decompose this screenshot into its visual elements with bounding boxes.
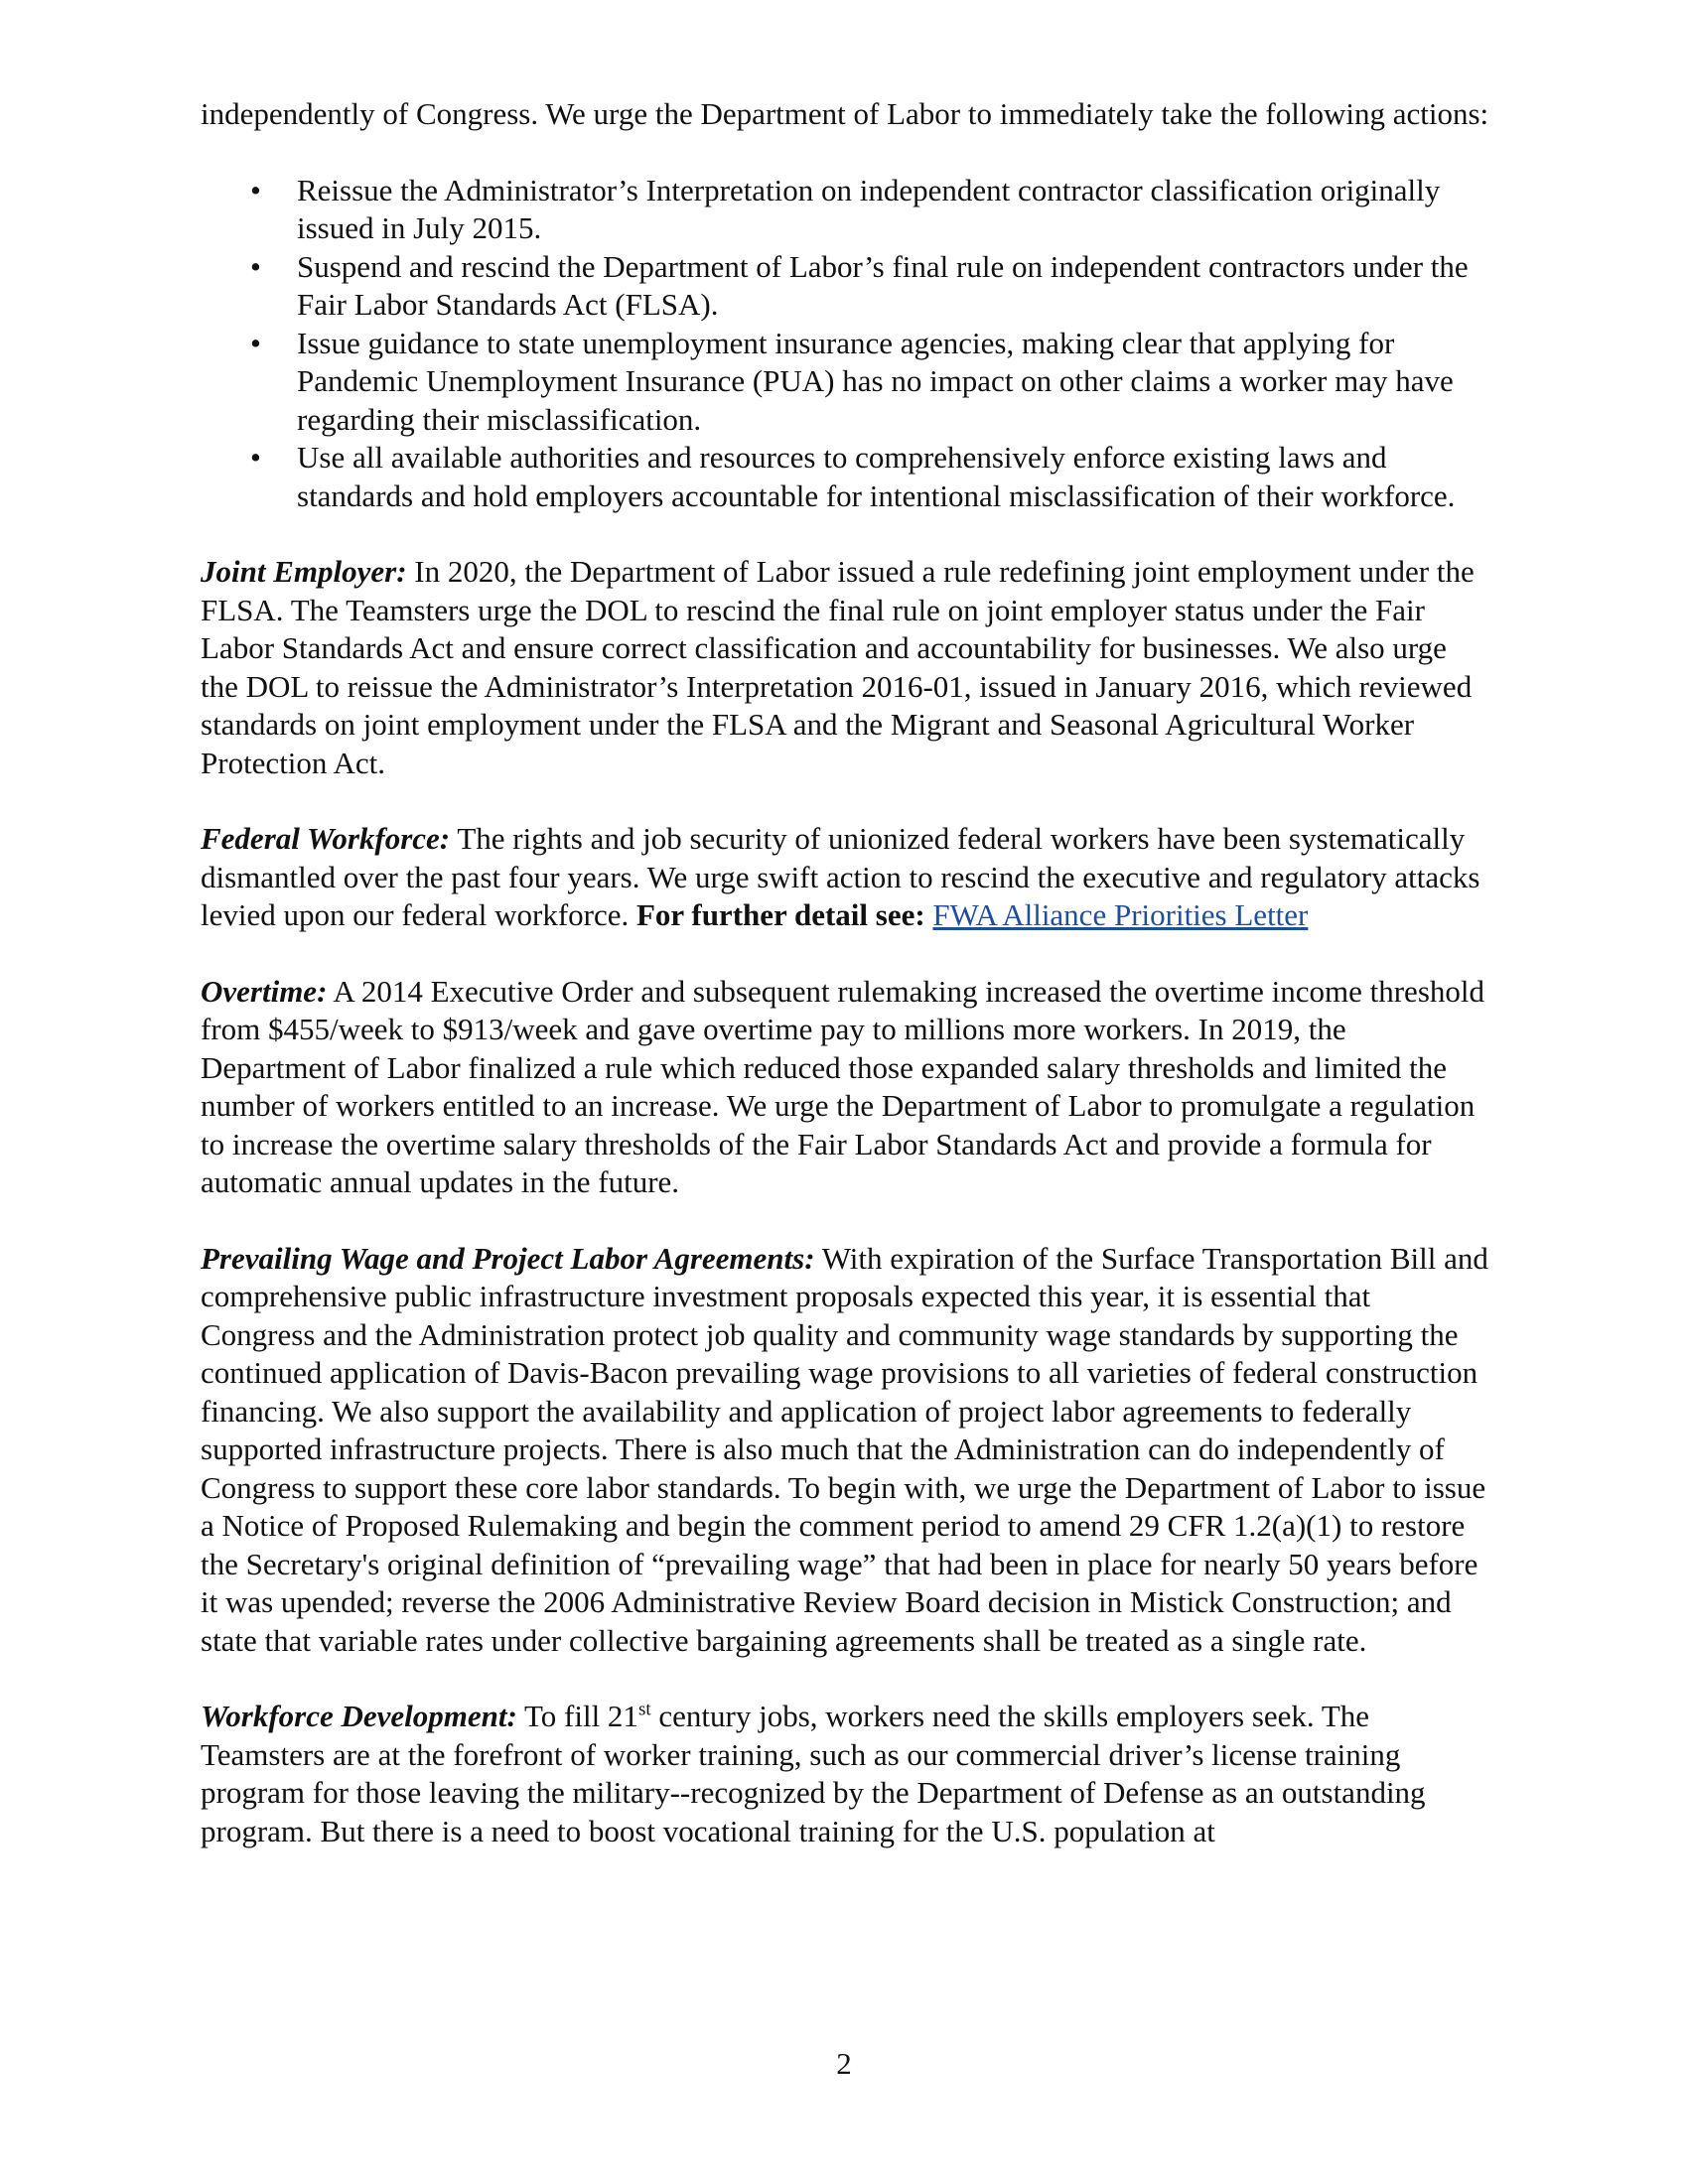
document-page [201,95,1491,1888]
list-item-text: Reissue the Administrator’s Interpretation on independent contractor classification originally issued in July 2015. [297,172,1441,245]
federal-workforce-heading: Federal Workforce: [201,821,451,856]
overtime-section [201,973,1491,1202]
fwa-alliance-priorities-link[interactable]: FWA Alliance Priorities Letter [932,897,1309,932]
joint-employer-text: In 2020, the Department of Labor issued a rule redefining joint employment under the FLSA. The Teamsters urge the DOL to rescind the final rule on joint employer status under the Fair Labor Standards Act and ensure correct classification and accountability for businesses. We also urge the DOL to reissue the Administrator’s Interpretation 2016-01, issued in January 2016, which reviewed standards on joint employment under the FLSA and the Migrant and Seasonal Agricultural Worker Protection Act. [201,554,1475,780]
federal-workforce-text: The rights and job security of unionized federal workers have been systematically dismantled over the past four years. We urge swift action to rescind the executive and regulatory attacks levied upon our federal workforce. [201,821,1480,932]
intro-paragraph: independently of Congress. We urge the Department of Labor to immediately take the following actions: [201,96,1489,131]
workforce-development-text-before: To fill 21 [516,1699,638,1733]
overtime-text: A 2014 Executive Order and subsequent rulemaking increased the overtime income threshold from $455/week to $913/week and gave overtime pay to millions more workers. In 2019, the Department of Labor finalized a rule which reduced those expanded salary thresholds and limited the number of workers entitled to an increase. We urge the Department of Labor to promulgate a regulation to increase the overtime salary thresholds of the Fair Labor Standards Act and provide a formula for automatic annual updates in the future. [201,973,1484,1199]
workforce-development-section [201,1698,1491,1850]
list-item [201,172,1491,248]
list-item [201,248,1491,325]
list-item-text: Issue guidance to state unemployment insurance agencies, making clear that applying for Pandemic Unemployment Insurance (PUA) has no impact on other claims a worker may have regarding their misclassification. [297,325,1454,437]
list-item [201,325,1491,440]
bullet-icon: • [250,248,261,284]
joint-employer-section [201,553,1491,782]
ordinal-superscript: st [637,1699,651,1720]
prevailing-wage-section [201,1240,1491,1661]
list-item-text: Use all available authorities and resources to comprehensively enforce existing laws and standards and hold employers accountable for intentional misclassification of their workforce. [297,440,1456,513]
overtime-heading: Overtime: [201,973,328,1009]
further-detail-label: For further detail see: [635,897,925,932]
bullet-icon: • [250,325,261,360]
action-list [201,172,1491,516]
bullet-icon: • [250,440,261,475]
list-item-text: Suspend and rescind the Department of Labor’s final rule on independent contractors under the Fair Labor Standards Act (FLSA). [297,248,1469,322]
workforce-development-text-after: century jobs, workers need the skills employers seek. The Teamsters are at the forefront of worker training, such as our commercial driver’s license training program for those leaving the military--recognized by the Department of Defense as an outstanding program. But there is a need to boost vocational training for the U.S. population at [201,1699,1426,1848]
federal-workforce-section [201,820,1491,935]
joint-employer-heading: Joint Employer: [201,554,407,589]
prevailing-wage-heading: Prevailing Wage and Project Labor Agreements: [201,1240,815,1276]
prevailing-wage-text: With expiration of the Surface Transportation Bill and comprehensive public infrastructure investment proposals expected this year, it is essential that Congress and the Administration protect job quality and community wage standards by supporting the continued application of Davis-Bacon prevailing wage provisions to all varieties of federal construction financing. We also support the availability and application of project labor agreements to federally supported infrastructure projects. There is also much that the Administration can do independently of Congress to support these core labor standards. To begin with, we urge the Department of Labor to issue a Notice of Proposed Rulemaking and begin the comment period to amend 29 CFR 1.2(a)(1) to restore the Secretary's original definition of “prevailing wage” that had been in place for nearly 50 years before it was upended; reverse the 2006 Administrative Review Board decision in Mistick Construction; and state that variable rates under collective bargaining agreements shall be treated as a single rate. [201,1240,1488,1658]
workforce-development-heading: Workforce Development: [201,1699,517,1733]
page-number: 2 [836,2046,852,2081]
list-item [201,439,1491,515]
bullet-icon: • [250,172,261,207]
